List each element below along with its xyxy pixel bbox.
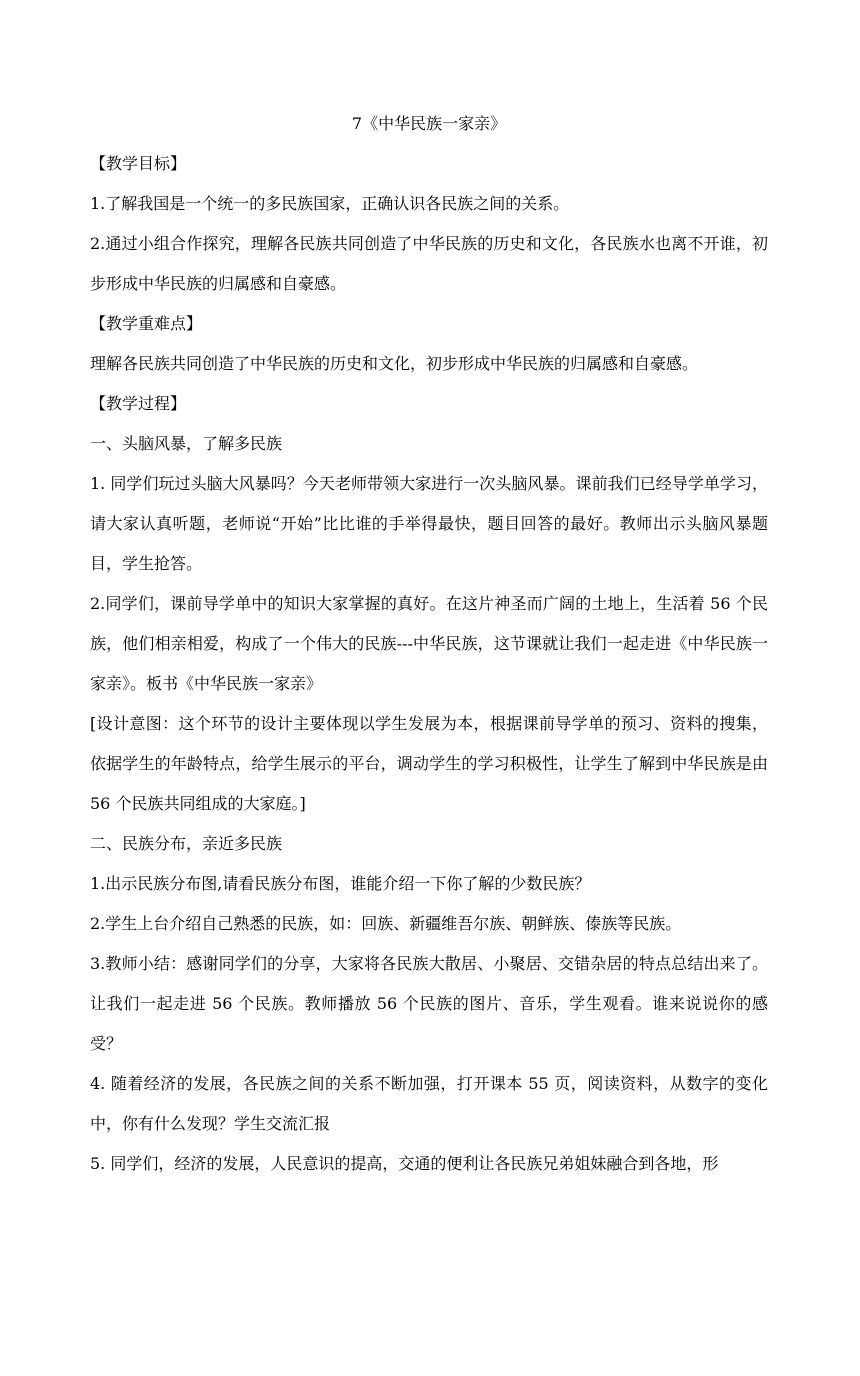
objective-2: 2.通过小组合作探究，理解各民族共同创造了中华民族的历史和文化，各民族水也离不开谁，初步形成中华民族的归属感和自豪感。 — [90, 234, 768, 293]
part-2-step-4: 4. 随着经济的发展，各民族之间的关系不断加强，打开课本 55 页，阅读资料，从数字的变化中，你有什么发现？学生交流汇报 — [90, 1074, 768, 1133]
part-2-step-3: 3.教师小结：感谢同学们的分享，大家将各民族大散居、小聚居、交错杂居的特点总结出来了。让我们一起走进 56 个民族。教师播放 56 个民族的图片、音乐，学生观看。谁来说说你的感受？ — [90, 954, 768, 1053]
process-heading: 【教学过程】 — [90, 394, 187, 413]
part-1-design-intent: [设计意图：这个环节的设计主要体现以学生发展为本，根据课前导学单的预习、资料的搜集，依据学生的年龄特点，给学生展示的平台，调动学生的学习积极性，让学生了解到中华民族是由 56 个民族共同组成的大家庭。] — [90, 714, 768, 813]
part-1-step-2: 2.同学们，课前导学单中的知识大家掌握的真好。在这片神圣而广阔的土地上，生活着 56 个民族，他们相亲相爱，构成了一个伟大的民族---中华民族，这节课就让我们一起走进《中华民族一家亲》。板书《中华民族一家亲》 — [90, 594, 768, 693]
part-1-heading: 一、头脑风暴，了解多民族 — [90, 434, 283, 453]
document-body — [90, 144, 768, 1184]
part-2-step-5: 5. 同学们，经济的发展，人民意识的提高，交通的便利让各民族兄弟姐妹融合到各地，形 — [90, 1154, 719, 1173]
document-page — [90, 104, 768, 1184]
part-2-step-1: 1.出示民族分布图,请看民族分布图，谁能介绍一下你了解的少数民族？ — [90, 874, 591, 893]
part-1-step-1: 1. 同学们玩过头脑大风暴吗？今天老师带领大家进行一次头脑风暴。课前我们已经导学单学习，请大家认真听题，老师说“开始”比比谁的手举得最快，题目回答的最好。教师出示头脑风暴题目，学生抢答。 — [90, 474, 768, 573]
part-2-step-2: 2.学生上台介绍自己熟悉的民族，如：回族、新疆维吾尔族、朝鲜族、傣族等民族。 — [90, 914, 682, 933]
key-points-heading: 【教学重难点】 — [90, 314, 203, 333]
part-2-heading: 二、民族分布，亲近多民族 — [90, 834, 283, 853]
document-title: 7《中华民族一家亲》 — [351, 114, 507, 133]
objective-1: 1.了解我国是一个统一的多民族国家，正确认识各民族之间的关系。 — [90, 194, 570, 213]
key-points-text: 理解各民族共同创造了中华民族的历史和文化，初步形成中华民族的归属感和自豪感。 — [90, 354, 699, 373]
objectives-heading: 【教学目标】 — [90, 154, 187, 173]
